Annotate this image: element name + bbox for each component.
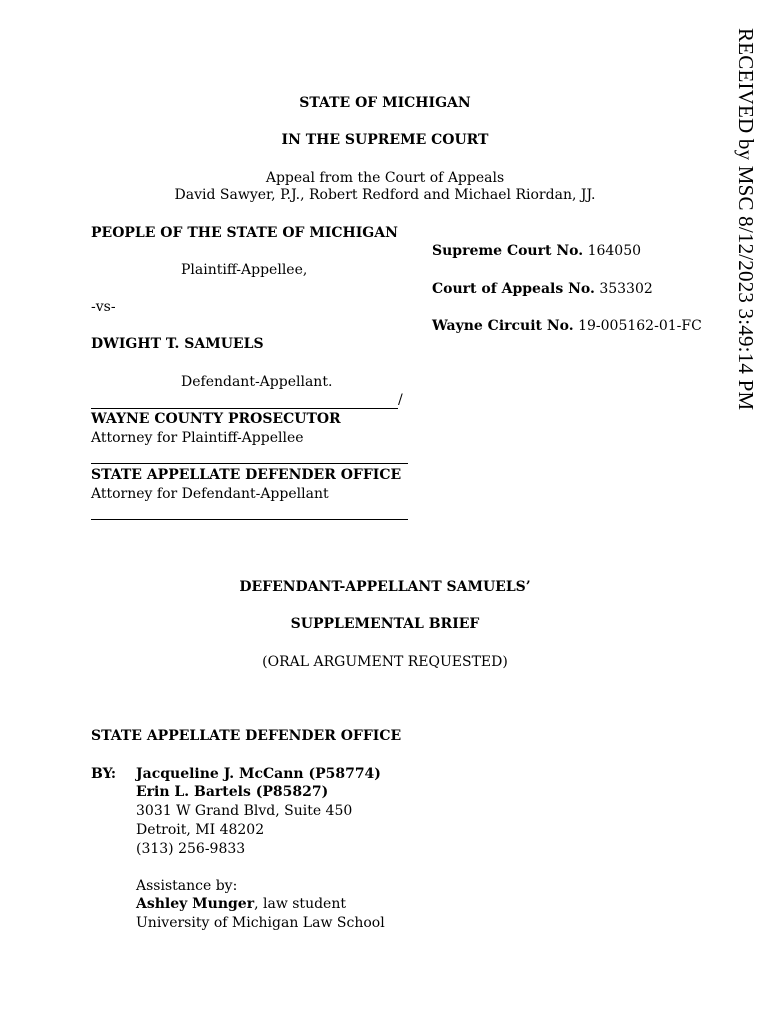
law-school: University of Michigan Law School	[136, 915, 385, 931]
defender-name: STATE APPELLATE DEFENDER OFFICE	[91, 467, 402, 483]
circuit-number	[432, 318, 702, 334]
caption-slash: /	[398, 392, 403, 408]
brief-title-line1: DEFENDANT-APPELLANT SAMUELS’	[239, 579, 531, 595]
plaintiff-role: Plaintiff-Appellee,	[181, 262, 308, 278]
state-heading: STATE OF MICHIGAN	[299, 95, 471, 111]
supreme-court-label: Supreme Court No.	[432, 243, 584, 259]
address-line-2: Detroit, MI 48202	[136, 822, 265, 838]
plaintiff-name: PEOPLE OF THE STATE OF MICHIGAN	[91, 225, 398, 241]
circuit-value: 19-005162-01-FC	[578, 318, 702, 334]
judges-line: David Sawyer, P.J., Robert Redford and Michael Riordan, JJ.	[174, 187, 596, 203]
address-line-1: 3031 W Grand Blvd, Suite 450	[136, 803, 353, 819]
assistance-label: Assistance by:	[136, 878, 238, 894]
attorney-divider-1	[91, 463, 408, 464]
versus-label: -vs-	[91, 299, 116, 315]
appeal-line: Appeal from the Court of Appeals	[265, 170, 505, 186]
prosecutor-role: Attorney for Plaintiff-Appellee	[91, 430, 304, 446]
court-of-appeals-label: Court of Appeals No.	[432, 281, 595, 297]
student-name: Ashley Munger	[136, 896, 255, 912]
attorney-divider-2	[91, 519, 408, 520]
brief-title-line2: SUPPLEMENTAL BRIEF	[290, 616, 480, 632]
court-heading: IN THE SUPREME COURT	[281, 132, 489, 148]
oral-argument-note: (ORAL ARGUMENT REQUESTED)	[262, 654, 508, 670]
prosecutor-name: WAYNE COUNTY PROSECUTOR	[91, 411, 341, 427]
court-of-appeals-value: 353302	[599, 281, 653, 297]
supreme-court-value: 164050	[587, 243, 642, 259]
signature-office: STATE APPELLATE DEFENDER OFFICE	[91, 728, 402, 744]
student-line	[136, 896, 346, 912]
phone-number: (313) 256-9833	[136, 841, 246, 857]
attorney-1: Jacqueline J. McCann (P58774)	[136, 766, 381, 782]
attorney-2: Erin L. Bartels (P85827)	[136, 784, 329, 800]
circuit-label: Wayne Circuit No.	[432, 318, 574, 334]
defendant-name: DWIGHT T. SAMUELS	[91, 336, 264, 352]
defender-role: Attorney for Defendant-Appellant	[91, 486, 329, 502]
by-label: BY:	[91, 766, 117, 782]
defendant-role: Defendant-Appellant.	[181, 374, 333, 390]
court-of-appeals-number	[432, 281, 653, 297]
supreme-court-number	[432, 243, 641, 259]
student-role: , law student	[254, 896, 346, 912]
caption-divider	[91, 408, 398, 409]
received-stamp: RECEIVED by MSC 8/12/2023 3:49:14 PM	[734, 28, 758, 411]
